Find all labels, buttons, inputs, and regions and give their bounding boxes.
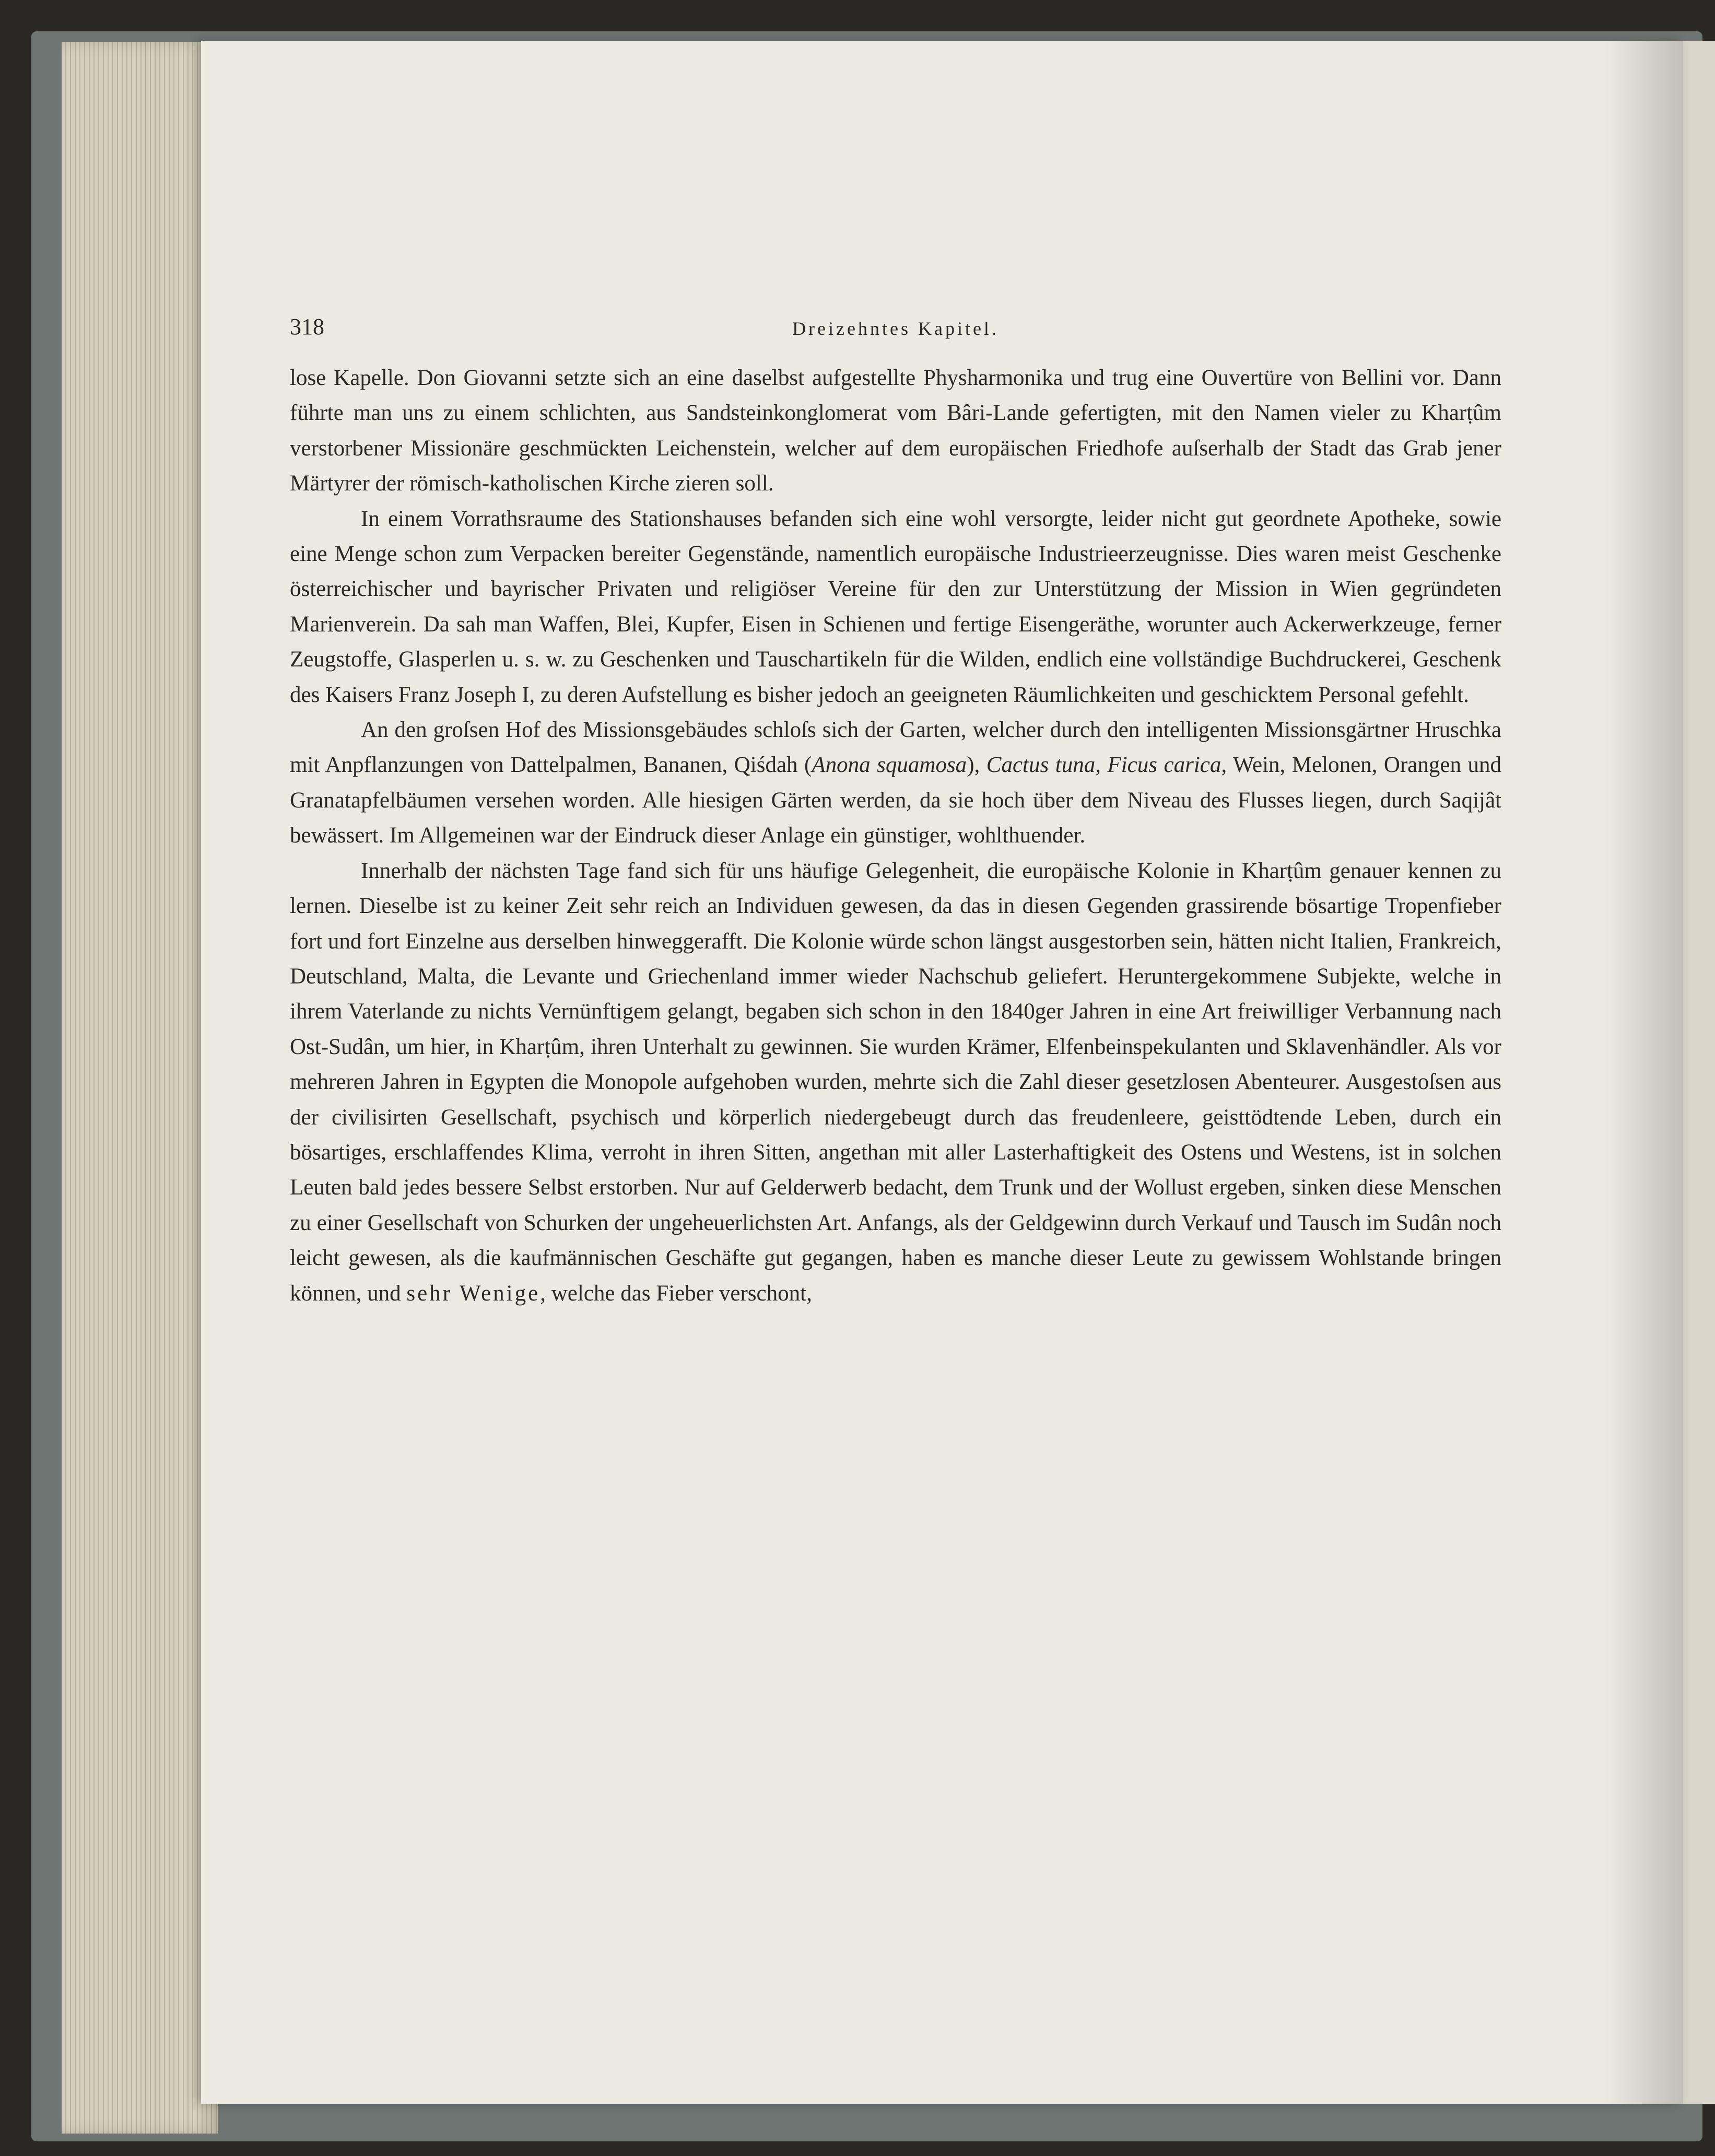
paragraph-4-text-a: Innerhalb der nächsten Tage fand sich für uns häufige Gelegenheit, die europäische Kolonie in Kharṭûm genauer kennen zu lernen. Dieselbe ist zu keiner Zeit sehr reich an Individuen gewesen, da das in diesen Gegenden grassirende bösartige Tropenfieber fort und fort Einzelne aus derselben hinweggerafft. Die Kolonie würde schon längst ausgestorben sein, hätten nicht Italien, Frankreich, Deutschland, Malta, die Levante und Griechenland immer wieder Nachschub geliefert. Heruntergekommene Subjekte, welche in ihrem Vaterlande zu nichts Vernünftigem gelangt, begaben sich schon in den 1840ger Jahren in eine Art freiwilliger Verbannung nach Ost-Sudân, um hier, in Kharṭûm, ihren Unterhalt zu gewinnen. Sie wurden Krämer, Elfenbeinspekulanten und Sklavenhändler. Als vor mehreren Jahren in Egypten die Monopole aufgehoben wurden, mehrte sich die Zahl dieser gesetzlosen Abenteurer. Ausgestoſsen aus der civilisirten Gesellschaft, psychisch und körperlich niedergebeugt durch das freudenleere, geisttödtende Leben, durch ein bösartiges, erschlaffendes Klima, verroht in ihren Sitten, angethan mit aller Lasterhaftigkeit des Ostens und Westens, ist in solchen Leuten bald jedes bessere Selbst erstorben. Nur auf Gelderwerb bedacht, dem Trunk und der Wollust ergeben, sinken diese Menschen zu einer Gesellschaft von Schurken der ungeheuerlichsten Art. Anfangs, als der Geldgewinn durch Verkauf und Tausch im Sudân noch leicht gewesen, als die kaufmännischen Geschäfte gut gegangen, haben es manche dieser Leute zu gewissem Wohlstande bringen können, und xyxy=(290,858,1501,1306)
facing-page-edge xyxy=(1683,41,1715,2104)
paragraph-1: lose Kapelle. Don Giovanni setzte sich an eine daselbst aufgestellte Physharmonika und trug eine Ouvertüre von Bellini vor. Dann führte man uns zu einem schlichten, aus Sandsteinkonglomerat vom Bâri-Lande gefertigten, mit den Namen vieler zu Kharṭûm verstorbener Missionäre geschmückten Leichenstein, welcher auf dem europäischen Friedhofe auſserhalb der Stadt das Grab jener Märtyrer der römisch-katholischen Kirche zieren soll. xyxy=(290,366,1501,496)
page-header xyxy=(290,313,1501,350)
paragraph-3-text-a: An den groſsen Hof des Missionsgebäudes schloſs sich der Garten, welcher durch den intelligenten Missionsgärtner Hruschka mit Anpflanzungen von Dattelpalmen, Bananen, Qiśdah ( xyxy=(290,718,1501,778)
page-edges xyxy=(62,42,218,2134)
running-title: Dreizehntes Kapitel. xyxy=(792,318,999,339)
paragraph-4-text-b: , welche das Fieber verschont, xyxy=(540,1281,812,1306)
spine-shadow xyxy=(1605,41,1683,2104)
paragraph-3-text-c: Wein, Melonen, Orangen und Granatapfelbäumen versehen worden. Alle hiesigen Gärten werden, da sie hoch über dem Niveau des Flusses liegen, durch Saqijât bewässert. Im Allgemeinen war der Eindruck dieser Anlage ein günstiger, wohlthuender. xyxy=(290,753,1501,848)
body-text xyxy=(290,360,1501,1311)
paragraph-3-text-b: ), xyxy=(967,753,986,778)
botanical-names-cactus-ficus: Cactus tuna, Ficus carica, xyxy=(986,753,1227,778)
botanical-name-anona: Anona squamosa xyxy=(812,753,967,778)
paragraph-2: In einem Vorrathsraume des Stationshauses befanden sich eine wohl versorgte, leider nicht gut geordnete Apotheke, sowie eine Menge schon zum Verpacken bereiter Gegenstände, namentlich europäische Industrieerzeugnisse. Dies waren meist Geschenke österreichischer und bayrischer Privaten und religiöser Vereine für den zur Unterstützung der Mission in Wien gegründeten Marienverein. Da sah man Waffen, Blei, Kupfer, Eisen in Schienen und fertige Eisengeräthe, worunter auch Ackerwerkzeuge, ferner Zeugstoffe, Glasperlen u. s. w. zu Geschenken und Tauschartikeln für die Wilden, endlich eine vollständige Buchdruckerei, Geschenk des Kaisers Franz Joseph I, zu deren Aufstellung es bisher jedoch an geeigneten Räumlichkeiten und geschicktem Personal gefehlt. xyxy=(290,506,1501,707)
emphasized-phrase: sehr Wenige xyxy=(406,1281,541,1306)
page-number: 318 xyxy=(290,314,324,339)
paragraph-3 xyxy=(290,712,1501,853)
paragraph-4 xyxy=(290,853,1501,1311)
